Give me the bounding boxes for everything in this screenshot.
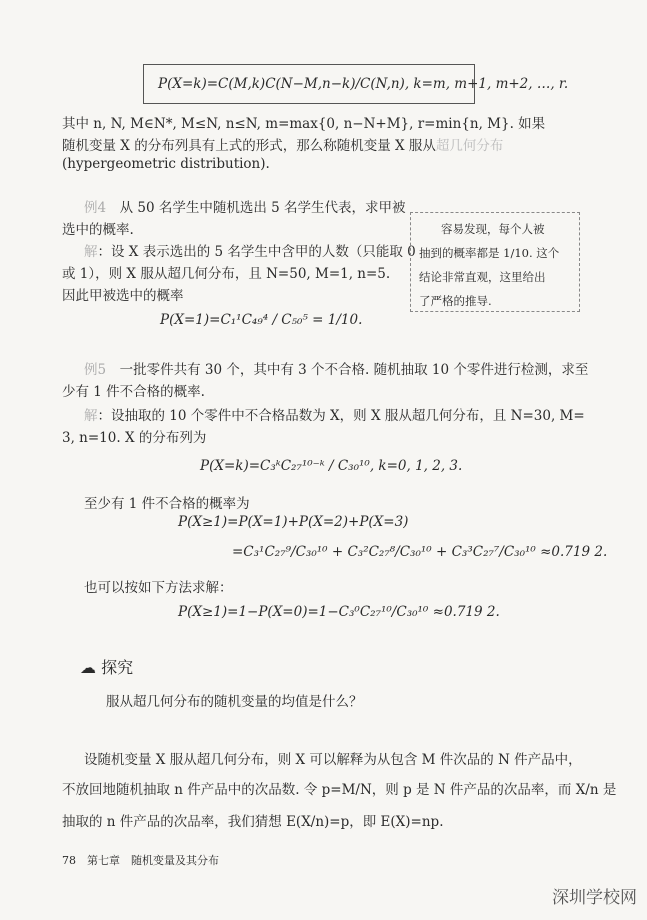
text-line: 或 1），则 X 服从超几何分布，且 N=50, M=1, n=5. [62, 266, 391, 282]
hypergeometric-formula: P(X=k)=C(M,k)C(N−M,n−k)/C(N,n), k=m, m+1, m+2, …, r. [158, 76, 569, 92]
text-line: 设随机变量 X 服从超几何分布，则 X 可以解释为从包含 M 件次品的 N 件产品中， [84, 752, 582, 768]
text-line: 3, n=10. X 的分布列为 [62, 430, 207, 446]
text-line: 少有 1 件不合格的概率. [62, 384, 205, 400]
text-line: 选中的概率. [62, 222, 134, 238]
text-line: 抽取的 n 件产品的次品率，我们猜想 E(X/n)=p，即 E(X)=np. [62, 814, 444, 830]
explore-question: 服从超几何分布的随机变量的均值是什么？ [106, 694, 363, 710]
solution-line [84, 404, 585, 424]
formula: P(X=1)=C₁¹C₄₉⁴ / C₅₀⁵ = 1/10. [160, 312, 363, 328]
page-number: 78 [62, 854, 76, 867]
formula: P(X≥1)=P(X=1)+P(X=2)+P(X=3) [178, 514, 409, 530]
example-label: 例5 [84, 362, 107, 378]
explore-heading [80, 655, 133, 678]
example-5 [84, 358, 588, 378]
note-line: 容易发现，每个人被 [441, 222, 545, 236]
note-line: 结论非常直观，这里给出 [419, 270, 546, 284]
text-line: 也可以按如下方法求解： [84, 580, 233, 596]
text: ：设抽取的 10 个零件中不合格品数为 X，则 X 服从超几何分布，且 N=30, M= [97, 408, 585, 424]
formula: P(X=k)=C₃ᵏC₂₇¹⁰⁻ᵏ / C₃₀¹⁰, k=0, 1, 2, 3. [200, 458, 463, 474]
watermark: 深圳学校网 [552, 888, 637, 908]
formula: P(X≥1)=1−P(X=0)=1−C₃⁰C₂₇¹⁰/C₃₀¹⁰ ≈0.719 2. [178, 604, 500, 620]
text-line: 其中 n, N, M∈N*, M≤N, n≤N, m=max{0, n−N+M}, r=min{n, M}. 如果 [62, 116, 546, 132]
solution-label: 解 [84, 408, 98, 424]
explore-title: 探究 [101, 658, 134, 677]
text-line: 至少有 1 件不合格的概率为 [84, 496, 250, 512]
chapter-title: 第七章 随机变量及其分布 [87, 854, 219, 867]
text: 一批零件共有 30 个，其中有 3 个不合格. 随机抽取 10 个零件进行检测，求至 [119, 362, 589, 378]
solution-label: 解 [84, 244, 98, 260]
example-4 [84, 196, 406, 216]
text-line: 不放回地随机抽取 n 件产品中的次品数. 令 p=M/N，则 p 是 N 件产品的次品率，而 X/n 是 [62, 782, 617, 798]
text: 随机变量 X 的分布列具有上式的形式，那么称随机变量 X 服从 [62, 138, 436, 154]
term-faded: 超几何分布 [435, 138, 504, 154]
solution-line [84, 240, 416, 260]
text-line [62, 134, 503, 154]
text: 从 50 名学生中随机选出 5 名学生代表，求甲被 [119, 200, 406, 216]
page-footer [62, 852, 219, 868]
note-line: 抽到的概率都是 1/10. 这个 [419, 246, 560, 260]
formula: =C₃¹C₂₇⁹/C₃₀¹⁰ + C₃²C₂₇⁸/C₃₀¹⁰ + C₃³C₂₇⁷/C₃₀¹⁰ ≈0.719 2. [232, 544, 608, 560]
example-label: 例4 [84, 200, 107, 216]
explore-icon: ☁ [80, 658, 96, 677]
text-line: 因此甲被选中的概率 [62, 288, 184, 304]
text-line: (hypergeometric distribution). [62, 156, 270, 172]
side-note [410, 212, 580, 312]
note-line: 了严格的推导. [419, 294, 492, 308]
text: ：设 X 表示选出的 5 名学生中含甲的人数（只能取 0 [97, 244, 416, 260]
